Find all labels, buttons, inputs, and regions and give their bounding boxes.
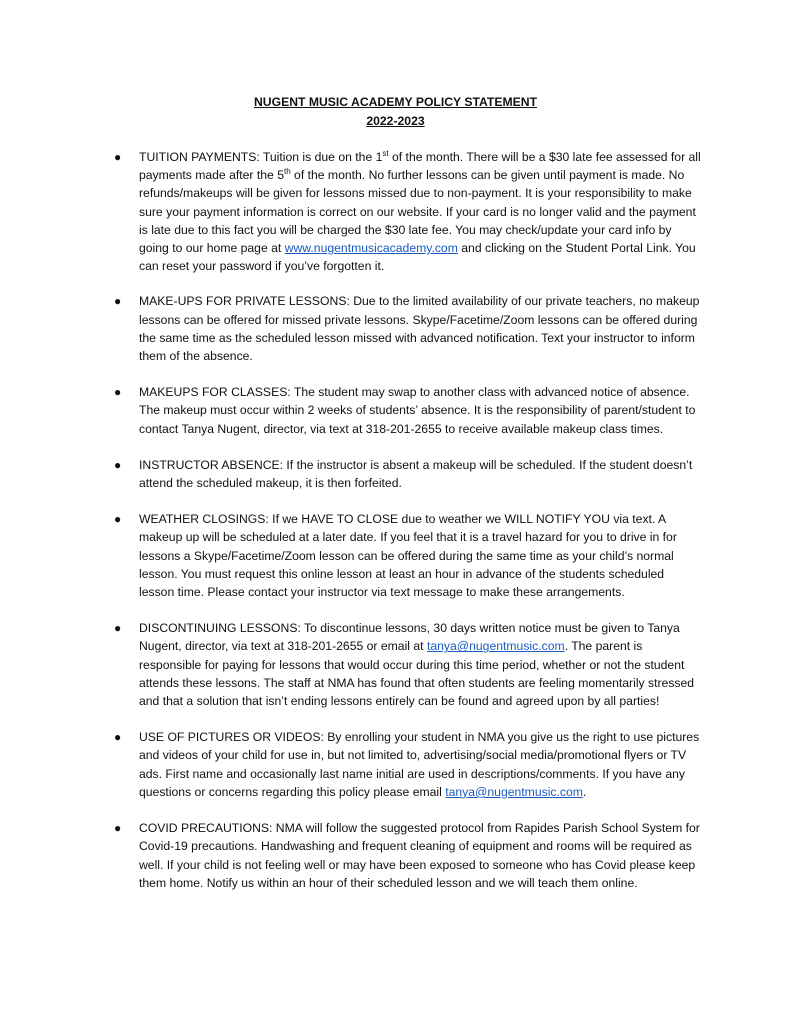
policy-text: Due to the limited availability of our private teachers, no makeup lessons can be offered for missed private lessons. Skype/Facetime/Zoom lessons can be offered during the same time as the scheduled lesson missed with advanced notification. Text your instructor to inform them of the absence. (139, 294, 700, 364)
bullet-icon: ● (114, 512, 122, 527)
policy-tuition-payments (112, 148, 702, 275)
policy-text: The student may swap to another class with advanced notice of absence. The makeup must occur within 2 weeks of students’ absence. It is the responsibility of parent/student to contact Tanya Nugent, director, via text at 318-201-2655 to receive available makeup class times. (139, 385, 696, 436)
policy-text: of the month. No further lessons can be given until payment is made. No refunds/makeups will be given for lessons missed due to non-payment. It is your responsibility to make sure your payment information is correct on our website. If your card is no longer valid and the payment is late due to this fact you will be charged the $30 late fee. You may check/update your card info by going to our home page at (139, 168, 696, 256)
policy-discontinuing-lessons (112, 619, 702, 710)
policy-text: Tuition is due on the 1 (259, 150, 383, 164)
policy-text: By enrolling your student in NMA you give us the right to use pictures and videos of your child for use in, but not limited to, advertising/social media/promotional flyers or TV ads. First name and occasionally last name initial are used in descriptions/comments. If you have any questions or concerns regarding this policy please email (139, 730, 700, 799)
bullet-icon: ● (114, 294, 122, 309)
policy-text: NMA will follow the suggested protocol from Rapides Parish School System for Covid-19 precautions. Handwashing and frequent cleaning of equipment and rooms will be required as well. If your child is not feeling well or may have been exposed to someone who has Covid please keep them home. Notify us within an hour of their scheduled lesson and we will teach them online. (139, 821, 700, 890)
policy-pictures-videos (112, 728, 702, 801)
email-link[interactable]: tanya@nugentmusic.com (445, 784, 583, 799)
policy-heading: MAKEUPS FOR CLASSES: (139, 385, 291, 400)
policy-heading: MAKE-UPS FOR PRIVATE LESSONS: (139, 294, 350, 309)
bullet-icon: ● (114, 730, 122, 745)
ordinal-suffix: th (283, 167, 291, 177)
policy-heading: TUITION PAYMENTS: (139, 150, 260, 164)
policy-text: and clicking on the Student Portal Link. You can reset your password if you’ve forgotten it. (139, 241, 696, 274)
bullet-icon: ● (114, 150, 122, 164)
policy-list (112, 148, 702, 910)
policy-text: . The parent is responsible for paying for lessons that would occur during this time period, whether or not the student attends these lessons. The staff at NMA has found that often students are feeling momentarily stressed and that a solution that isn’t ending lessons entirely can be found and agreed upon by all parties! (139, 639, 695, 709)
document-year: 2022-2023 (366, 114, 425, 128)
policy-text: If we HAVE TO CLOSE due to weather we WILL NOTIFY YOU via text. A makeup up will be scheduled at a later date. If you feel that it is a travel hazard for you to drive in for lessons a Skype/Facetime/Zoom lesson can be offered during the same time as your child’s normal lesson. You must request this online lesson at least an hour in advance of the students scheduled lesson time. Please contact your instructor via text message to make these arrangements. (139, 512, 677, 600)
policy-makeups-classes (112, 383, 702, 438)
policy-text: If the instructor is absent a makeup will be scheduled. If the student doesn’t attend the scheduled makeup, it is then forfeited. (139, 457, 693, 491)
bullet-icon: ● (114, 385, 122, 400)
policy-heading: INSTRUCTOR ABSENCE: (139, 457, 284, 472)
policy-makeups-private-lessons (112, 292, 702, 365)
document-title: NUGENT MUSIC ACADEMY POLICY STATEMENT (253, 95, 538, 109)
document-header (0, 93, 791, 131)
policy-heading: COVID PRECAUTIONS: (139, 821, 273, 836)
policy-text: of the month. There will be a $30 late fee assessed for all payments made after the 5 (139, 150, 701, 183)
policy-heading: USE OF PICTURES OR VIDEOS: (139, 730, 324, 745)
policy-heading: WEATHER CLOSINGS: (139, 512, 269, 527)
email-link[interactable]: tanya@nugentmusic.com (426, 639, 565, 654)
bullet-icon: ● (114, 621, 122, 636)
website-link[interactable]: www.nugentmusicacademy.com (284, 241, 458, 256)
policy-text: To discontinue lessons, 30 days written notice must be given to Tanya Nugent, director, via text at 318-201-2655 or email at (139, 621, 680, 654)
policy-heading: DISCONTINUING LESSONS: (139, 621, 301, 636)
policy-instructor-absence (112, 456, 702, 492)
bullet-icon: ● (114, 457, 122, 472)
policy-weather-closings (112, 510, 702, 601)
bullet-icon: ● (114, 821, 122, 836)
policy-text: . (582, 784, 587, 799)
policy-covid-precautions (112, 819, 702, 892)
ordinal-suffix: st (382, 148, 389, 158)
